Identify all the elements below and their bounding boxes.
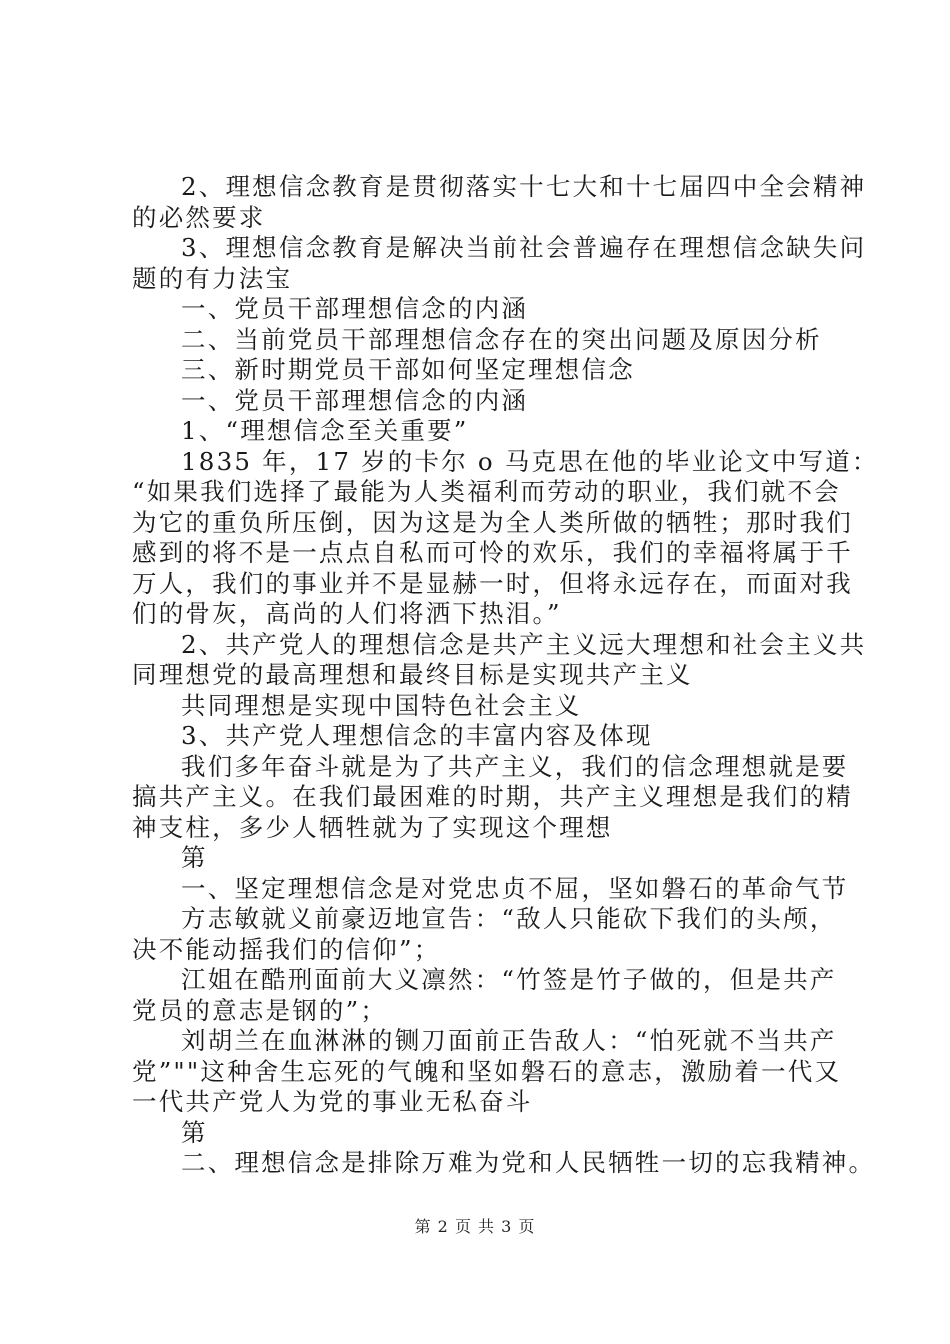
section-heading: 二、理想信念是排除万难为党和人民牺牲一切的忘我精神。 xyxy=(181,1148,876,1177)
paragraph-line: 的必然要求 xyxy=(132,202,266,232)
section-heading: 三、新时期党员干部如何坚定理想信念 xyxy=(181,355,635,384)
paragraph-line: 一代共产党人为党的事业无私奋斗 xyxy=(132,1087,533,1116)
paragraph-line: 第 xyxy=(181,843,208,872)
section-heading: 一、党员干部理想信念的内涵 xyxy=(181,385,529,415)
paragraph-line: 决不能动摇我们的信仰”； xyxy=(132,934,441,964)
paragraph-line: 万人，我们的事业并不是显赫一时，但将永远存在，而面对我 xyxy=(132,568,853,598)
paragraph-line: 题的有力法宝 xyxy=(132,263,293,293)
paragraph-line: 们的骨灰，高尚的人们将洒下热泪。” xyxy=(132,599,562,628)
paragraph-line: 我们多年奋斗就是为了共产主义，我们的信念理想就是要 xyxy=(181,751,849,781)
paragraph-line: 党”""这种舍生忘死的气魄和坚如磐石的意志，激励着一代又 xyxy=(132,1056,842,1086)
paragraph-line: 1835 年，17 岁的卡尔 o 马克思在他的毕业论文中写道： xyxy=(181,446,879,476)
paragraph-line: 神支柱，多少人牺牲就为了实现这个理想 xyxy=(132,812,613,842)
paragraph-line: 第 xyxy=(181,1117,208,1147)
paragraph-line: 3、理想信念教育是解决当前社会普遍存在理想信念缺失问 xyxy=(181,233,867,262)
paragraph-line: “如果我们选择了最能为人类福利而劳动的职业，我们就不会 xyxy=(132,477,841,506)
section-heading: 二、当前党员干部理想信念存在的突出问题及原因分析 xyxy=(181,324,822,354)
paragraph-line: 为它的重负所压倒，因为这是为全人类所做的牺牲；那时我们 xyxy=(132,507,853,537)
page-number-footer: 第 2 页 共 3 页 xyxy=(414,1217,536,1236)
paragraph-line: 刘胡兰在血淋淋的铡刀面前正告敌人：“怕死就不当共产 xyxy=(181,1026,837,1055)
section-heading: 一、坚定理想信念是对党忠贞不屈，坚如磐石的革命气节 xyxy=(181,873,849,903)
section-heading: 一、党员干部理想信念的内涵 xyxy=(181,294,529,323)
paragraph-line: 搞共产主义。在我们最困难的时期，共产主义理想是我们的精 xyxy=(132,782,853,811)
paragraph-line: 同理想党的最高理想和最终目标是实现共产主义 xyxy=(132,660,693,689)
subsection-heading: 3、共产党人理想信念的丰富内容及体现 xyxy=(181,721,653,750)
subsection-heading: 1、“理想信念至关重要” xyxy=(181,416,469,445)
paragraph-line: 党员的意志是钢的”； xyxy=(132,995,388,1025)
paragraph-line: 感到的将不是一点点自私而可怜的欢乐，我们的幸福将属于千 xyxy=(132,538,853,567)
paragraph-line: 2、理想信念教育是贯彻落实十七大和十七届四中全会精神 xyxy=(181,172,867,201)
paragraph-line: 2、共产党人的理想信念是共产主义远大理想和社会主义共 xyxy=(181,629,867,659)
paragraph-line: 方志敏就义前豪迈地宣告：“敌人只能砍下我们的头颅， xyxy=(181,904,837,933)
paragraph-line: 共同理想是实现中国特色社会主义 xyxy=(181,690,582,720)
document-body xyxy=(132,172,879,1179)
paragraph-line: 江姐在酷刑面前大义凛然：“竹签是竹子做的，但是共产 xyxy=(181,965,837,994)
